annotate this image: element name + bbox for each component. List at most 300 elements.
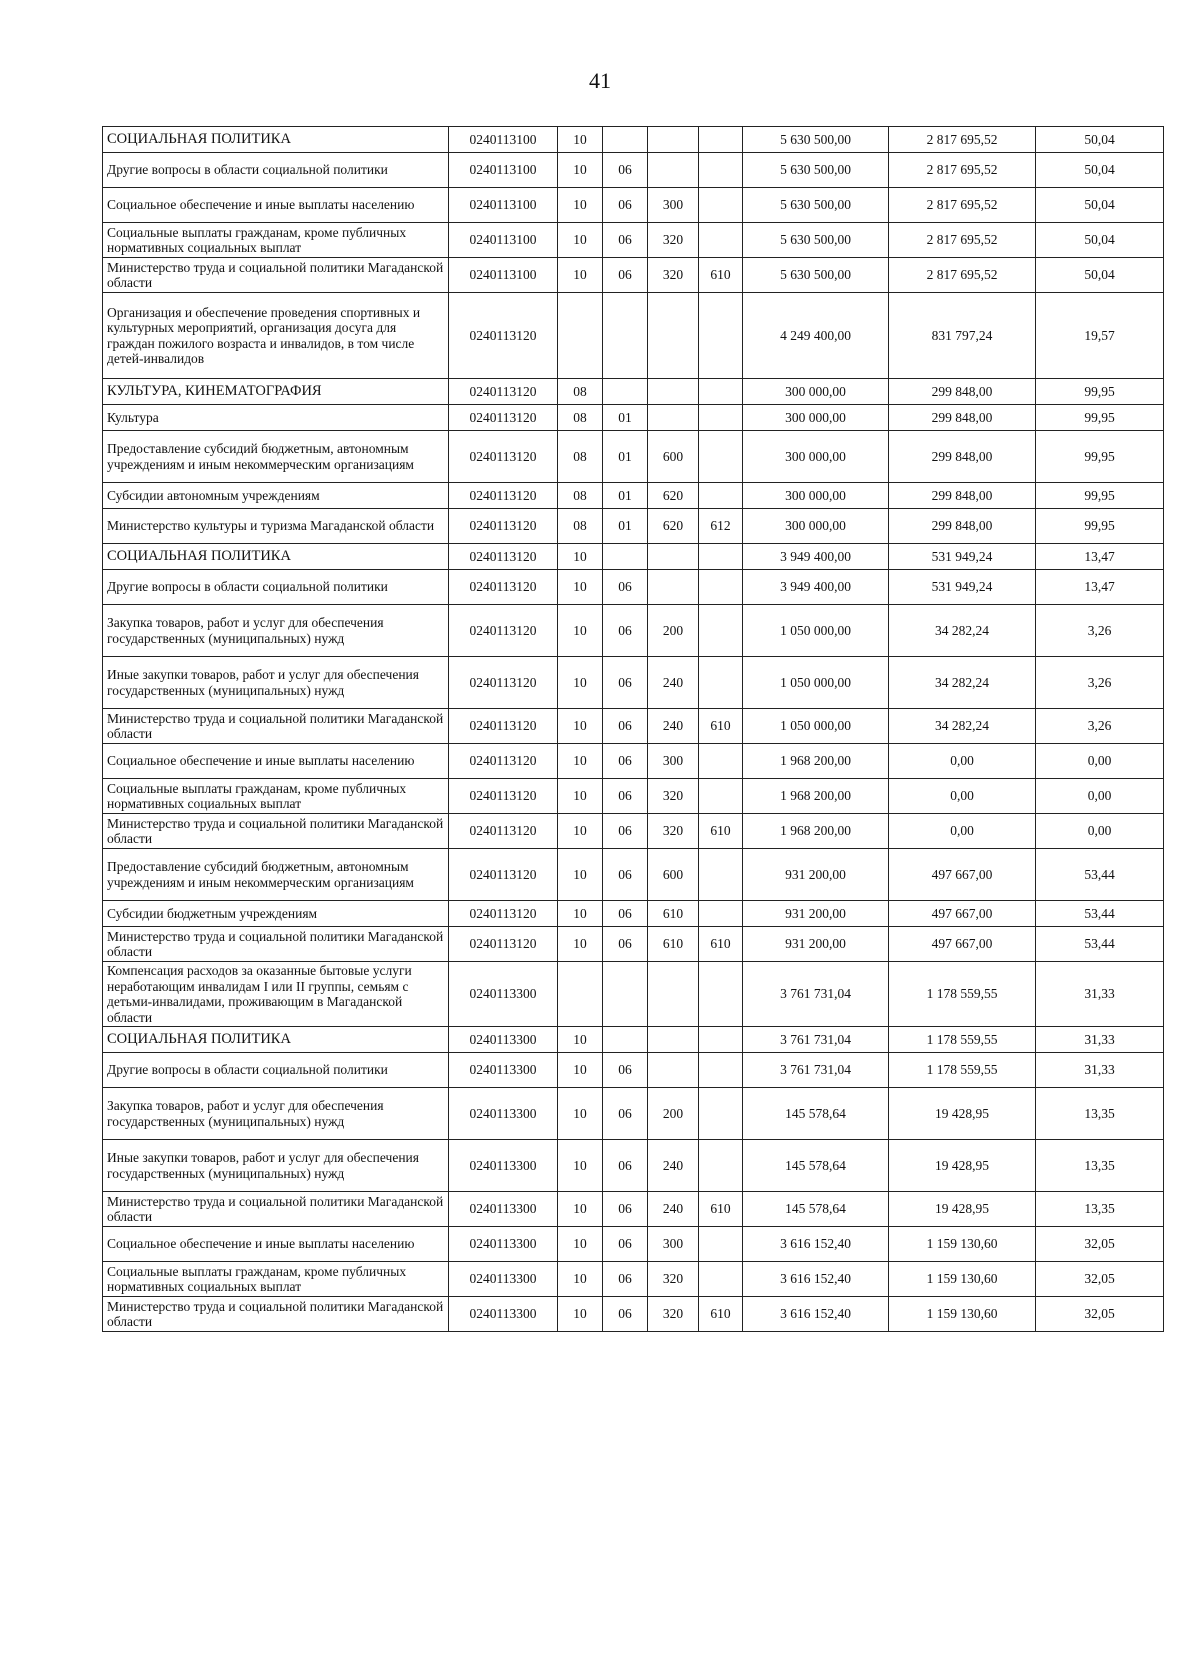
actual-amount-cell: 299 848,00 (889, 509, 1036, 544)
subsection-cell: 06 (603, 1192, 648, 1227)
plan-amount-cell: 300 000,00 (743, 509, 889, 544)
subsection-cell: 06 (603, 223, 648, 258)
actual-amount-cell: 34 282,24 (889, 657, 1036, 709)
section-cell (558, 962, 603, 1027)
percent-cell: 13,35 (1036, 1140, 1164, 1192)
expense-type-cell (648, 1053, 699, 1088)
administrator-cell (699, 901, 743, 927)
table-row (103, 1053, 1164, 1088)
row-name-cell: Другие вопросы в области социальной политики (103, 570, 449, 605)
expense-type-cell (648, 1027, 699, 1053)
percent-cell: 53,44 (1036, 927, 1164, 962)
actual-amount-cell: 1 159 130,60 (889, 1297, 1036, 1332)
plan-amount-cell: 1 050 000,00 (743, 605, 889, 657)
target-article-cell: 0240113120 (449, 779, 558, 814)
expense-type-cell (648, 962, 699, 1027)
plan-amount-cell: 1 968 200,00 (743, 779, 889, 814)
administrator-cell (699, 431, 743, 483)
row-name-cell: Министерство труда и социальной политики Магаданской области (103, 709, 449, 744)
subsection-cell (603, 1027, 648, 1053)
target-article-cell: 0240113120 (449, 293, 558, 379)
section-cell: 08 (558, 431, 603, 483)
administrator-cell (699, 849, 743, 901)
expense-type-cell: 320 (648, 1262, 699, 1297)
plan-amount-cell: 300 000,00 (743, 405, 889, 431)
subsection-cell (603, 379, 648, 405)
percent-cell: 99,95 (1036, 483, 1164, 509)
table-body (103, 127, 1164, 1332)
table-row (103, 744, 1164, 779)
table-row (103, 570, 1164, 605)
actual-amount-cell: 0,00 (889, 744, 1036, 779)
administrator-cell (699, 544, 743, 570)
row-name-cell: Субсидии автономным учреждениям (103, 483, 449, 509)
table-row (103, 223, 1164, 258)
section-cell: 10 (558, 901, 603, 927)
actual-amount-cell: 299 848,00 (889, 431, 1036, 483)
target-article-cell: 0240113120 (449, 744, 558, 779)
row-name-cell: Предоставление субсидий бюджетным, автономным учреждениям и иным некоммерческим организациям (103, 849, 449, 901)
row-name-cell: Министерство труда и социальной политики Магаданской области (103, 814, 449, 849)
percent-cell: 53,44 (1036, 849, 1164, 901)
percent-cell: 13,35 (1036, 1192, 1164, 1227)
administrator-cell: 610 (699, 258, 743, 293)
plan-amount-cell: 1 050 000,00 (743, 657, 889, 709)
plan-amount-cell: 3 616 152,40 (743, 1227, 889, 1262)
section-cell: 10 (558, 153, 603, 188)
expense-type-cell (648, 293, 699, 379)
plan-amount-cell: 5 630 500,00 (743, 223, 889, 258)
row-name-cell: Социальные выплаты гражданам, кроме публичных нормативных социальных выплат (103, 1262, 449, 1297)
expense-type-cell (648, 379, 699, 405)
plan-amount-cell: 931 200,00 (743, 901, 889, 927)
percent-cell: 32,05 (1036, 1297, 1164, 1332)
target-article-cell: 0240113100 (449, 127, 558, 153)
administrator-cell: 612 (699, 509, 743, 544)
administrator-cell: 610 (699, 709, 743, 744)
section-cell: 08 (558, 379, 603, 405)
actual-amount-cell: 2 817 695,52 (889, 258, 1036, 293)
section-cell: 08 (558, 509, 603, 544)
section-cell: 10 (558, 814, 603, 849)
target-article-cell: 0240113300 (449, 1027, 558, 1053)
actual-amount-cell: 1 178 559,55 (889, 1053, 1036, 1088)
plan-amount-cell: 4 249 400,00 (743, 293, 889, 379)
table-row (103, 709, 1164, 744)
target-article-cell: 0240113120 (449, 657, 558, 709)
section-cell: 10 (558, 1192, 603, 1227)
target-article-cell: 0240113100 (449, 258, 558, 293)
target-article-cell: 0240113300 (449, 1297, 558, 1332)
subsection-cell: 06 (603, 657, 648, 709)
administrator-cell (699, 153, 743, 188)
plan-amount-cell: 1 968 200,00 (743, 814, 889, 849)
table-row (103, 605, 1164, 657)
section-cell: 10 (558, 849, 603, 901)
percent-cell: 99,95 (1036, 379, 1164, 405)
table-row (103, 509, 1164, 544)
section-cell: 10 (558, 709, 603, 744)
percent-cell: 99,95 (1036, 405, 1164, 431)
actual-amount-cell: 19 428,95 (889, 1140, 1036, 1192)
table-row (103, 258, 1164, 293)
subsection-cell: 06 (603, 1140, 648, 1192)
section-cell: 10 (558, 1140, 603, 1192)
plan-amount-cell: 145 578,64 (743, 1088, 889, 1140)
expense-type-cell: 600 (648, 431, 699, 483)
section-cell: 10 (558, 1262, 603, 1297)
subsection-cell: 06 (603, 927, 648, 962)
table-row (103, 483, 1164, 509)
section-cell: 10 (558, 258, 603, 293)
percent-cell: 53,44 (1036, 901, 1164, 927)
target-article-cell: 0240113300 (449, 1088, 558, 1140)
subsection-cell: 06 (603, 779, 648, 814)
plan-amount-cell: 3 761 731,04 (743, 1027, 889, 1053)
percent-cell: 31,33 (1036, 962, 1164, 1027)
row-name-cell: Социальное обеспечение и иные выплаты населению (103, 1227, 449, 1262)
section-cell: 10 (558, 1088, 603, 1140)
subsection-cell (603, 127, 648, 153)
percent-cell: 32,05 (1036, 1262, 1164, 1297)
target-article-cell: 0240113120 (449, 405, 558, 431)
table-row (103, 962, 1164, 1027)
table-row (103, 153, 1164, 188)
row-name-cell: Социальные выплаты гражданам, кроме публичных нормативных социальных выплат (103, 223, 449, 258)
expense-type-cell: 610 (648, 901, 699, 927)
row-name-cell: Социальное обеспечение и иные выплаты населению (103, 744, 449, 779)
percent-cell: 50,04 (1036, 188, 1164, 223)
administrator-cell (699, 1088, 743, 1140)
expense-type-cell: 320 (648, 1297, 699, 1332)
actual-amount-cell: 19 428,95 (889, 1088, 1036, 1140)
subsection-cell: 06 (603, 188, 648, 223)
administrator-cell (699, 1262, 743, 1297)
administrator-cell (699, 779, 743, 814)
plan-amount-cell: 1 968 200,00 (743, 744, 889, 779)
subsection-cell: 01 (603, 431, 648, 483)
percent-cell: 31,33 (1036, 1053, 1164, 1088)
section-cell: 10 (558, 779, 603, 814)
actual-amount-cell: 2 817 695,52 (889, 153, 1036, 188)
expense-type-cell: 320 (648, 814, 699, 849)
table-row (103, 544, 1164, 570)
administrator-cell (699, 293, 743, 379)
row-name-cell: Другие вопросы в области социальной политики (103, 1053, 449, 1088)
administrator-cell: 610 (699, 1192, 743, 1227)
plan-amount-cell: 3 761 731,04 (743, 1053, 889, 1088)
table-row (103, 127, 1164, 153)
expense-type-cell (648, 405, 699, 431)
expense-type-cell: 320 (648, 223, 699, 258)
plan-amount-cell: 3 949 400,00 (743, 544, 889, 570)
percent-cell: 50,04 (1036, 223, 1164, 258)
section-cell: 10 (558, 1053, 603, 1088)
percent-cell: 3,26 (1036, 605, 1164, 657)
expense-type-cell: 240 (648, 709, 699, 744)
expense-type-cell: 200 (648, 1088, 699, 1140)
expense-type-cell: 620 (648, 483, 699, 509)
target-article-cell: 0240113120 (449, 709, 558, 744)
percent-cell: 0,00 (1036, 744, 1164, 779)
expense-type-cell: 200 (648, 605, 699, 657)
plan-amount-cell: 5 630 500,00 (743, 127, 889, 153)
subsection-cell: 06 (603, 1297, 648, 1332)
expense-type-cell: 600 (648, 849, 699, 901)
target-article-cell: 0240113300 (449, 1053, 558, 1088)
plan-amount-cell: 300 000,00 (743, 379, 889, 405)
target-article-cell: 0240113300 (449, 962, 558, 1027)
actual-amount-cell: 299 848,00 (889, 379, 1036, 405)
actual-amount-cell: 2 817 695,52 (889, 223, 1036, 258)
table-row (103, 1192, 1164, 1227)
percent-cell: 99,95 (1036, 431, 1164, 483)
row-name-cell: Министерство труда и социальной политики Магаданской области (103, 1297, 449, 1332)
target-article-cell: 0240113120 (449, 431, 558, 483)
table-row (103, 927, 1164, 962)
expense-type-cell (648, 153, 699, 188)
percent-cell: 3,26 (1036, 709, 1164, 744)
percent-cell: 13,47 (1036, 544, 1164, 570)
percent-cell: 50,04 (1036, 258, 1164, 293)
plan-amount-cell: 5 630 500,00 (743, 258, 889, 293)
actual-amount-cell: 0,00 (889, 814, 1036, 849)
administrator-cell (699, 188, 743, 223)
administrator-cell (699, 127, 743, 153)
plan-amount-cell: 145 578,64 (743, 1192, 889, 1227)
section-cell: 10 (558, 570, 603, 605)
subsection-cell: 06 (603, 1262, 648, 1297)
administrator-cell: 610 (699, 814, 743, 849)
page-number: 41 (589, 68, 611, 93)
target-article-cell: 0240113300 (449, 1227, 558, 1262)
target-article-cell: 0240113120 (449, 849, 558, 901)
plan-amount-cell: 931 200,00 (743, 849, 889, 901)
plan-amount-cell: 5 630 500,00 (743, 188, 889, 223)
actual-amount-cell: 1 159 130,60 (889, 1262, 1036, 1297)
row-name-cell: Иные закупки товаров, работ и услуг для обеспечения государственных (муниципальных) нужд (103, 1140, 449, 1192)
subsection-cell (603, 544, 648, 570)
percent-cell: 19,57 (1036, 293, 1164, 379)
plan-amount-cell: 300 000,00 (743, 431, 889, 483)
table-row (103, 1027, 1164, 1053)
target-article-cell: 0240113120 (449, 901, 558, 927)
expense-type-cell: 610 (648, 927, 699, 962)
target-article-cell: 0240113100 (449, 223, 558, 258)
expense-type-cell: 620 (648, 509, 699, 544)
subsection-cell: 01 (603, 509, 648, 544)
target-article-cell: 0240113120 (449, 605, 558, 657)
expense-type-cell: 240 (648, 657, 699, 709)
table-row (103, 1297, 1164, 1332)
actual-amount-cell: 19 428,95 (889, 1192, 1036, 1227)
actual-amount-cell: 34 282,24 (889, 709, 1036, 744)
expense-type-cell (648, 570, 699, 605)
percent-cell: 3,26 (1036, 657, 1164, 709)
table-row (103, 379, 1164, 405)
actual-amount-cell: 531 949,24 (889, 570, 1036, 605)
percent-cell: 13,47 (1036, 570, 1164, 605)
row-name-cell: Закупка товаров, работ и услуг для обеспечения государственных (муниципальных) нужд (103, 605, 449, 657)
section-cell: 10 (558, 127, 603, 153)
percent-cell: 13,35 (1036, 1088, 1164, 1140)
target-article-cell: 0240113100 (449, 188, 558, 223)
subsection-cell: 06 (603, 605, 648, 657)
row-name-cell: Иные закупки товаров, работ и услуг для обеспечения государственных (муниципальных) нужд (103, 657, 449, 709)
administrator-cell (699, 483, 743, 509)
subsection-cell: 06 (603, 849, 648, 901)
table-row (103, 849, 1164, 901)
expense-type-cell: 300 (648, 744, 699, 779)
administrator-cell: 610 (699, 927, 743, 962)
section-cell: 10 (558, 1227, 603, 1262)
actual-amount-cell: 299 848,00 (889, 405, 1036, 431)
actual-amount-cell: 1 178 559,55 (889, 1027, 1036, 1053)
table-row (103, 1140, 1164, 1192)
percent-cell: 0,00 (1036, 779, 1164, 814)
administrator-cell (699, 223, 743, 258)
section-cell: 10 (558, 927, 603, 962)
administrator-cell (699, 1053, 743, 1088)
row-name-cell: Министерство труда и социальной политики Магаданской области (103, 258, 449, 293)
actual-amount-cell: 299 848,00 (889, 483, 1036, 509)
row-name-cell: Закупка товаров, работ и услуг для обеспечения государственных (муниципальных) нужд (103, 1088, 449, 1140)
table-row (103, 293, 1164, 379)
table-row (103, 431, 1164, 483)
plan-amount-cell: 1 050 000,00 (743, 709, 889, 744)
plan-amount-cell: 3 949 400,00 (743, 570, 889, 605)
subsection-cell: 06 (603, 153, 648, 188)
percent-cell: 32,05 (1036, 1227, 1164, 1262)
section-cell: 10 (558, 657, 603, 709)
plan-amount-cell: 300 000,00 (743, 483, 889, 509)
subsection-cell: 06 (603, 1227, 648, 1262)
actual-amount-cell: 34 282,24 (889, 605, 1036, 657)
row-name-cell: Предоставление субсидий бюджетным, автономным учреждениям и иным некоммерческим организациям (103, 431, 449, 483)
percent-cell: 31,33 (1036, 1027, 1164, 1053)
expense-type-cell (648, 544, 699, 570)
table-row (103, 1262, 1164, 1297)
subsection-cell: 06 (603, 744, 648, 779)
row-name-cell: СОЦИАЛЬНАЯ ПОЛИТИКА (103, 1027, 449, 1053)
actual-amount-cell: 531 949,24 (889, 544, 1036, 570)
expense-type-cell: 240 (648, 1140, 699, 1192)
actual-amount-cell: 1 159 130,60 (889, 1227, 1036, 1262)
row-name-cell: Субсидии бюджетным учреждениям (103, 901, 449, 927)
actual-amount-cell: 2 817 695,52 (889, 127, 1036, 153)
table-row (103, 188, 1164, 223)
administrator-cell: 610 (699, 1297, 743, 1332)
plan-amount-cell: 3 616 152,40 (743, 1262, 889, 1297)
row-name-cell: Социальные выплаты гражданам, кроме публичных нормативных социальных выплат (103, 779, 449, 814)
section-cell: 10 (558, 188, 603, 223)
section-cell: 10 (558, 1027, 603, 1053)
row-name-cell: СОЦИАЛЬНАЯ ПОЛИТИКА (103, 544, 449, 570)
subsection-cell: 06 (603, 901, 648, 927)
administrator-cell (699, 1227, 743, 1262)
row-name-cell: Культура (103, 405, 449, 431)
subsection-cell (603, 293, 648, 379)
section-cell (558, 293, 603, 379)
row-name-cell: Компенсация расходов за оказанные бытовые услуги неработающим инвалидам I или II группы, семьям с детьми-инвалидами, проживающим в Магаданской области (103, 962, 449, 1027)
administrator-cell (699, 657, 743, 709)
actual-amount-cell: 497 667,00 (889, 901, 1036, 927)
actual-amount-cell: 497 667,00 (889, 927, 1036, 962)
plan-amount-cell: 5 630 500,00 (743, 153, 889, 188)
subsection-cell: 01 (603, 483, 648, 509)
target-article-cell: 0240113100 (449, 153, 558, 188)
plan-amount-cell: 931 200,00 (743, 927, 889, 962)
plan-amount-cell: 3 616 152,40 (743, 1297, 889, 1332)
table-row (103, 657, 1164, 709)
expense-type-cell: 240 (648, 1192, 699, 1227)
table-row (103, 405, 1164, 431)
section-cell: 10 (558, 605, 603, 657)
target-article-cell: 0240113120 (449, 544, 558, 570)
section-cell: 10 (558, 1297, 603, 1332)
target-article-cell: 0240113120 (449, 483, 558, 509)
expense-type-cell: 320 (648, 779, 699, 814)
administrator-cell (699, 379, 743, 405)
target-article-cell: 0240113120 (449, 509, 558, 544)
target-article-cell: 0240113120 (449, 379, 558, 405)
subsection-cell (603, 962, 648, 1027)
expense-type-cell: 300 (648, 188, 699, 223)
actual-amount-cell: 497 667,00 (889, 849, 1036, 901)
table-row (103, 814, 1164, 849)
percent-cell: 50,04 (1036, 153, 1164, 188)
actual-amount-cell: 1 178 559,55 (889, 962, 1036, 1027)
row-name-cell: СОЦИАЛЬНАЯ ПОЛИТИКА (103, 127, 449, 153)
administrator-cell (699, 1140, 743, 1192)
row-name-cell: Министерство труда и социальной политики Магаданской области (103, 1192, 449, 1227)
table-row (103, 1227, 1164, 1262)
subsection-cell: 01 (603, 405, 648, 431)
actual-amount-cell: 2 817 695,52 (889, 188, 1036, 223)
percent-cell: 0,00 (1036, 814, 1164, 849)
subsection-cell: 06 (603, 1088, 648, 1140)
row-name-cell: Социальное обеспечение и иные выплаты населению (103, 188, 449, 223)
section-cell: 10 (558, 223, 603, 258)
row-name-cell: КУЛЬТУРА, КИНЕМАТОГРАФИЯ (103, 379, 449, 405)
row-name-cell: Организация и обеспечение проведения спортивных и культурных мероприятий, организация досуга для граждан пожилого возраста и инвалидов, в том числе детей-инвалидов (103, 293, 449, 379)
plan-amount-cell: 3 761 731,04 (743, 962, 889, 1027)
administrator-cell (699, 1027, 743, 1053)
table-row (103, 1088, 1164, 1140)
expense-type-cell: 300 (648, 1227, 699, 1262)
percent-cell: 99,95 (1036, 509, 1164, 544)
expense-type-cell: 320 (648, 258, 699, 293)
section-cell: 08 (558, 405, 603, 431)
subsection-cell: 06 (603, 1053, 648, 1088)
row-name-cell: Другие вопросы в области социальной политики (103, 153, 449, 188)
administrator-cell (699, 605, 743, 657)
target-article-cell: 0240113120 (449, 814, 558, 849)
section-cell: 10 (558, 544, 603, 570)
target-article-cell: 0240113300 (449, 1140, 558, 1192)
table-row (103, 901, 1164, 927)
subsection-cell: 06 (603, 570, 648, 605)
target-article-cell: 0240113120 (449, 927, 558, 962)
subsection-cell: 06 (603, 258, 648, 293)
administrator-cell (699, 405, 743, 431)
table-row (103, 779, 1164, 814)
actual-amount-cell: 0,00 (889, 779, 1036, 814)
section-cell: 10 (558, 744, 603, 779)
row-name-cell: Министерство труда и социальной политики Магаданской области (103, 927, 449, 962)
expense-type-cell (648, 127, 699, 153)
target-article-cell: 0240113300 (449, 1192, 558, 1227)
